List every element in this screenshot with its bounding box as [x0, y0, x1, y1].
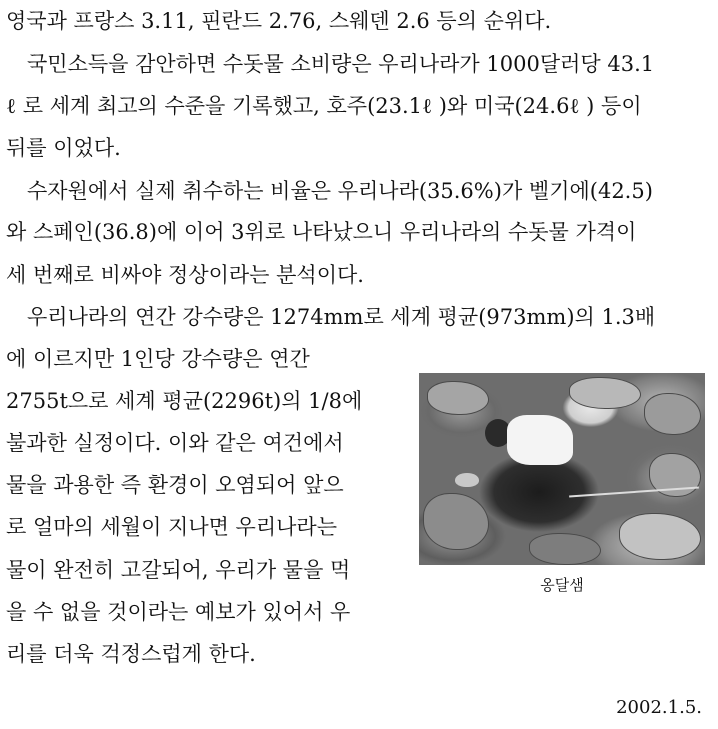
- text-line: 세 번째로 비싸야 정상이라는 분석이다.: [6, 263, 364, 287]
- text-line: 물이 완전히 고갈되어, 우리가 물을 먹: [6, 558, 351, 582]
- text-line: 로 얼마의 세월이 지나면 우리나라는: [6, 515, 337, 539]
- person-shirt: [507, 415, 573, 465]
- spring-photo: [419, 373, 705, 565]
- text-line: 우리나라의 연간 강수량은 1274mm로 세계 평균(973mm)의 1.3배: [6, 305, 656, 329]
- text-line: 리를 더욱 걱정스럽게 한다.: [6, 642, 256, 666]
- date-stamp: 2002.1.5.: [616, 697, 702, 718]
- water-bowl: [455, 473, 479, 487]
- text-line: 2755t으로 세계 평균(2296t)의 1/8에: [6, 389, 363, 413]
- text-line: 물을 과용한 즉 환경이 오염되어 앞으: [6, 473, 344, 497]
- text-line: 을 수 없을 것이라는 예보가 있어서 우: [6, 600, 351, 624]
- text-line: 불과한 실정이다. 이와 같은 여건에서: [6, 431, 344, 455]
- text-line: ℓ 로 세계 최고의 수준을 기록했고, 호주(23.1ℓ )와 미국(24.6ℓ ) 등이: [6, 94, 642, 118]
- text-line: 국민소득을 감안하면 수돗물 소비량은 우리나라가 1000달러당 43.1: [6, 52, 655, 76]
- text-line: 영국과 프랑스 3.11, 핀란드 2.76, 스웨덴 2.6 등의 순위다.: [6, 9, 552, 33]
- text-line: 에 이르지만 1인당 강수량은 연간: [6, 347, 310, 371]
- text-line: 와 스페인(36.8)에 이어 3위로 나타났으니 우리나라의 수돗물 가격이: [6, 220, 637, 244]
- text-line: 수자원에서 실제 취수하는 비율은 우리나라(35.6%)가 벨기에(42.5): [6, 179, 653, 203]
- text-line: 뒤를 이었다.: [6, 136, 121, 160]
- photo-caption: 옹달샘: [540, 576, 584, 594]
